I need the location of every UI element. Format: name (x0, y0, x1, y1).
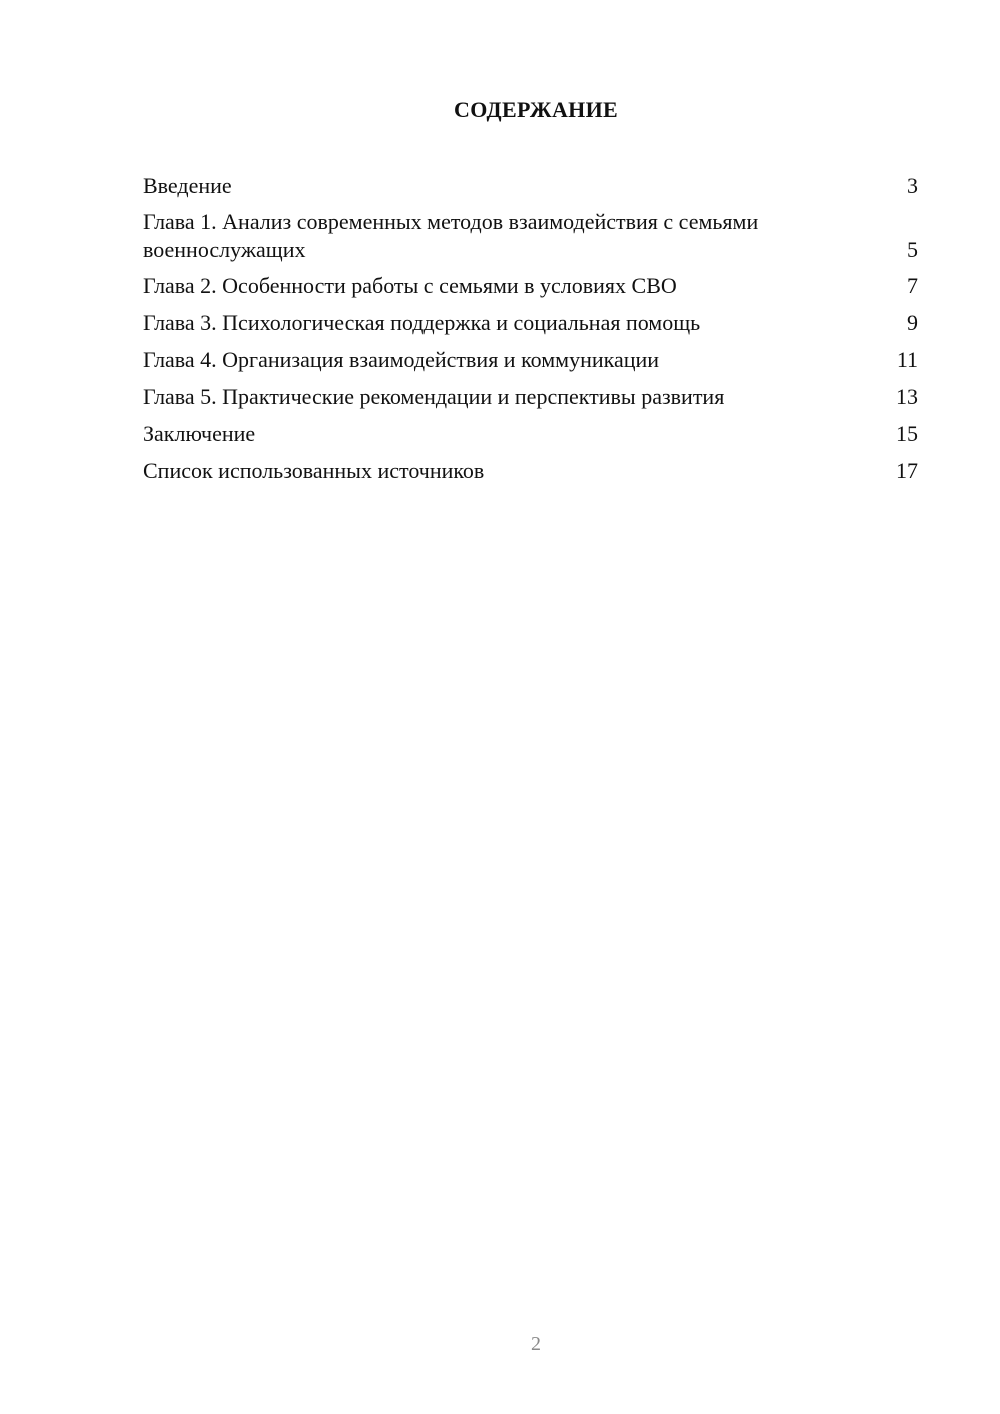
toc-entry-page: 5 (907, 237, 918, 262)
toc-entry-label: Список использованных источников (143, 458, 485, 483)
toc-entry-page: 15 (896, 421, 918, 446)
toc-entry-label: Глава 4. Организация взаимодействия и коммуникации (143, 347, 660, 372)
toc-title: СОДЕРЖАНИЕ (454, 97, 618, 122)
table-of-contents (143, 171, 918, 493)
toc-entry-page: 7 (907, 273, 918, 298)
toc-entry-introduction[interactable] (143, 171, 918, 201)
toc-entry-label: Глава 2. Особенности работы с семьями в условиях СВО (143, 273, 677, 298)
page-number: 2 (531, 1333, 541, 1355)
toc-entry-references[interactable] (143, 456, 918, 486)
toc-entry-label: Глава 3. Психологическая поддержка и социальная помощь (143, 310, 701, 335)
toc-entry-chapter-1[interactable] (143, 208, 918, 264)
toc-entry-chapter-5[interactable] (143, 382, 918, 412)
toc-entry-label: Глава 1. Анализ современных методов взаимодействия с семьями военнослужащих (143, 209, 759, 262)
toc-entry-page: 17 (896, 458, 918, 483)
toc-entry-page: 13 (896, 384, 918, 409)
toc-entry-chapter-4[interactable] (143, 345, 918, 375)
toc-entry-page: 11 (896, 347, 918, 372)
toc-entry-chapter-2[interactable] (143, 271, 918, 301)
toc-entry-label: Глава 5. Практические рекомендации и перспективы развития (143, 384, 725, 409)
toc-entry-page: 3 (907, 173, 918, 198)
toc-entry-label: Заключение (143, 421, 256, 446)
toc-entry-conclusion[interactable] (143, 419, 918, 449)
toc-entry-chapter-3[interactable] (143, 308, 918, 338)
toc-entry-label: Введение (143, 173, 232, 198)
toc-entry-page: 9 (907, 310, 918, 335)
